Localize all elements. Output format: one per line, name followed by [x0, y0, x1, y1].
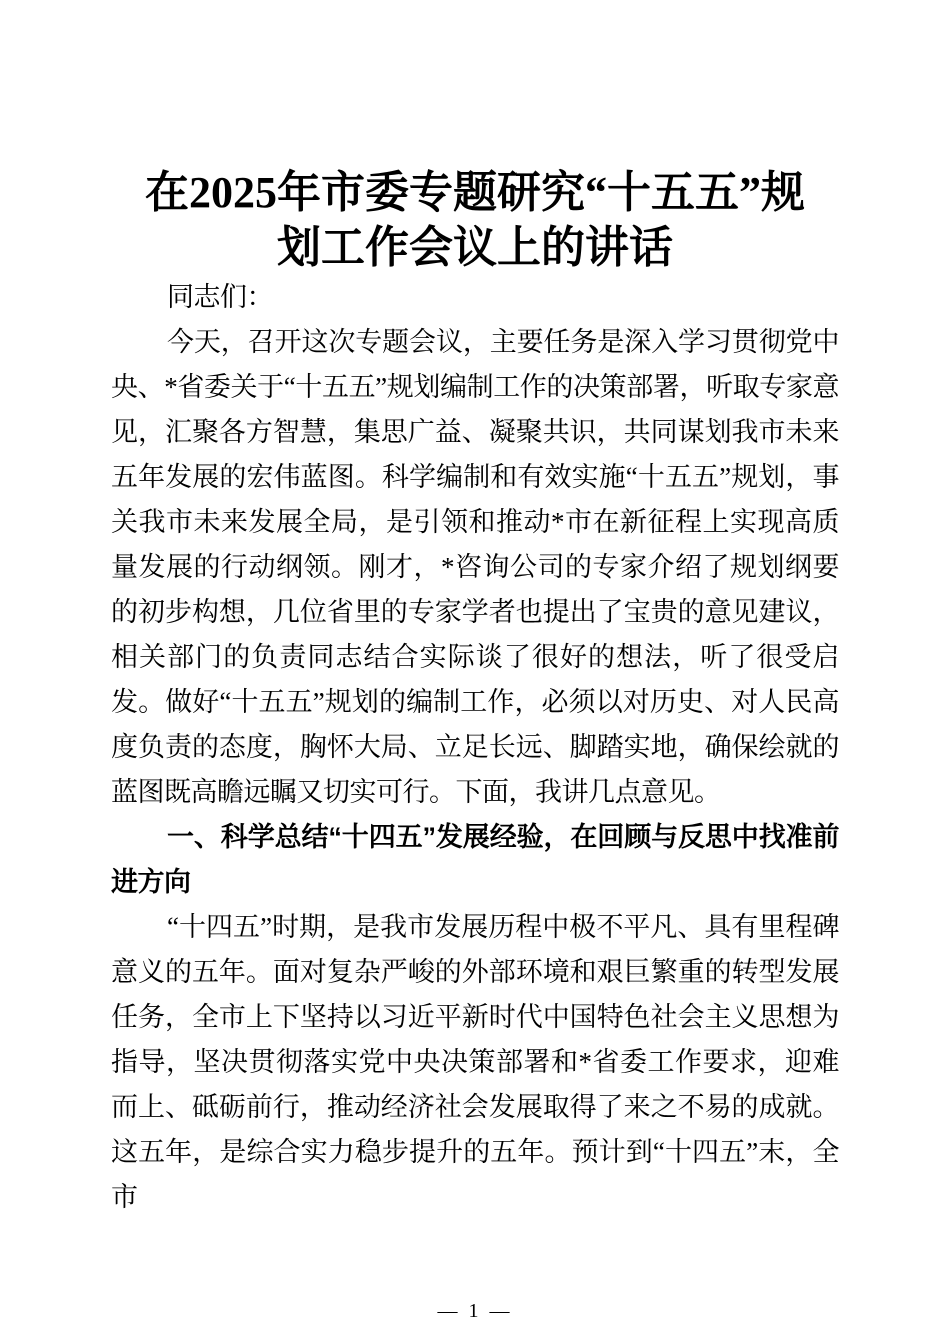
opening-paragraph: 今天，召开这次专题会议，主要任务是深入学习贯彻党中央、*省委关于“十五五”规划编制工作的决策部署，听取专家意见，汇聚各方智慧，集思广益、凝聚共识，共同谋划我市未来五年发展的宏伟蓝图。科学编制和有效实施“十五五”规划，事关我市未来发展全局，是引领和推动*市在新征程上实现高质量发展的行动纲领。刚才，*咨询公司的专家介绍了规划纲要的初步构想，几位省里的专家学者也提出了宝贵的意见建议，相关部门的负责同志结合实际谈了很好的想法，听了很受启发。做好“十五五”规划的编制工作，必须以对历史、对人民高度负责的态度，胸怀大局、立足长远、脚踏实地，确保绘就的蓝图既高瞻远瞩又切实可行。下面，我讲几点意见。: [111, 327, 839, 807]
document-title: [111, 165, 839, 275]
section-1-paragraph: “十四五”时期，是我市发展历程中极不平凡、具有里程碑意义的五年。面对复杂严峻的外部环境和艰巨繁重的转型发展任务，全市上下坚持以习近平新时代中国特色社会主义思想为指导，坚决贯彻落实党中央决策部署和*省委工作要求，迎难而上、砥砺前行，推动经济社会发展取得了来之不易的成就。这五年，是综合实力稳步提升的五年。预计到“十四五”末，全市: [111, 912, 839, 1212]
salutation-paragraph: 同志们：: [167, 282, 273, 312]
page-footer: [0, 1300, 950, 1322]
title-line-1: 在2025年市委专题研究“十五五”规: [145, 168, 805, 217]
document-body: [111, 275, 839, 1220]
title-line-2: 划工作会议上的讲话: [277, 223, 673, 272]
section-1-heading: 一、科学总结“十四五”发展经验，在回顾与反思中找准前进方向: [111, 822, 839, 897]
page-number: — 1 —: [437, 1300, 513, 1322]
